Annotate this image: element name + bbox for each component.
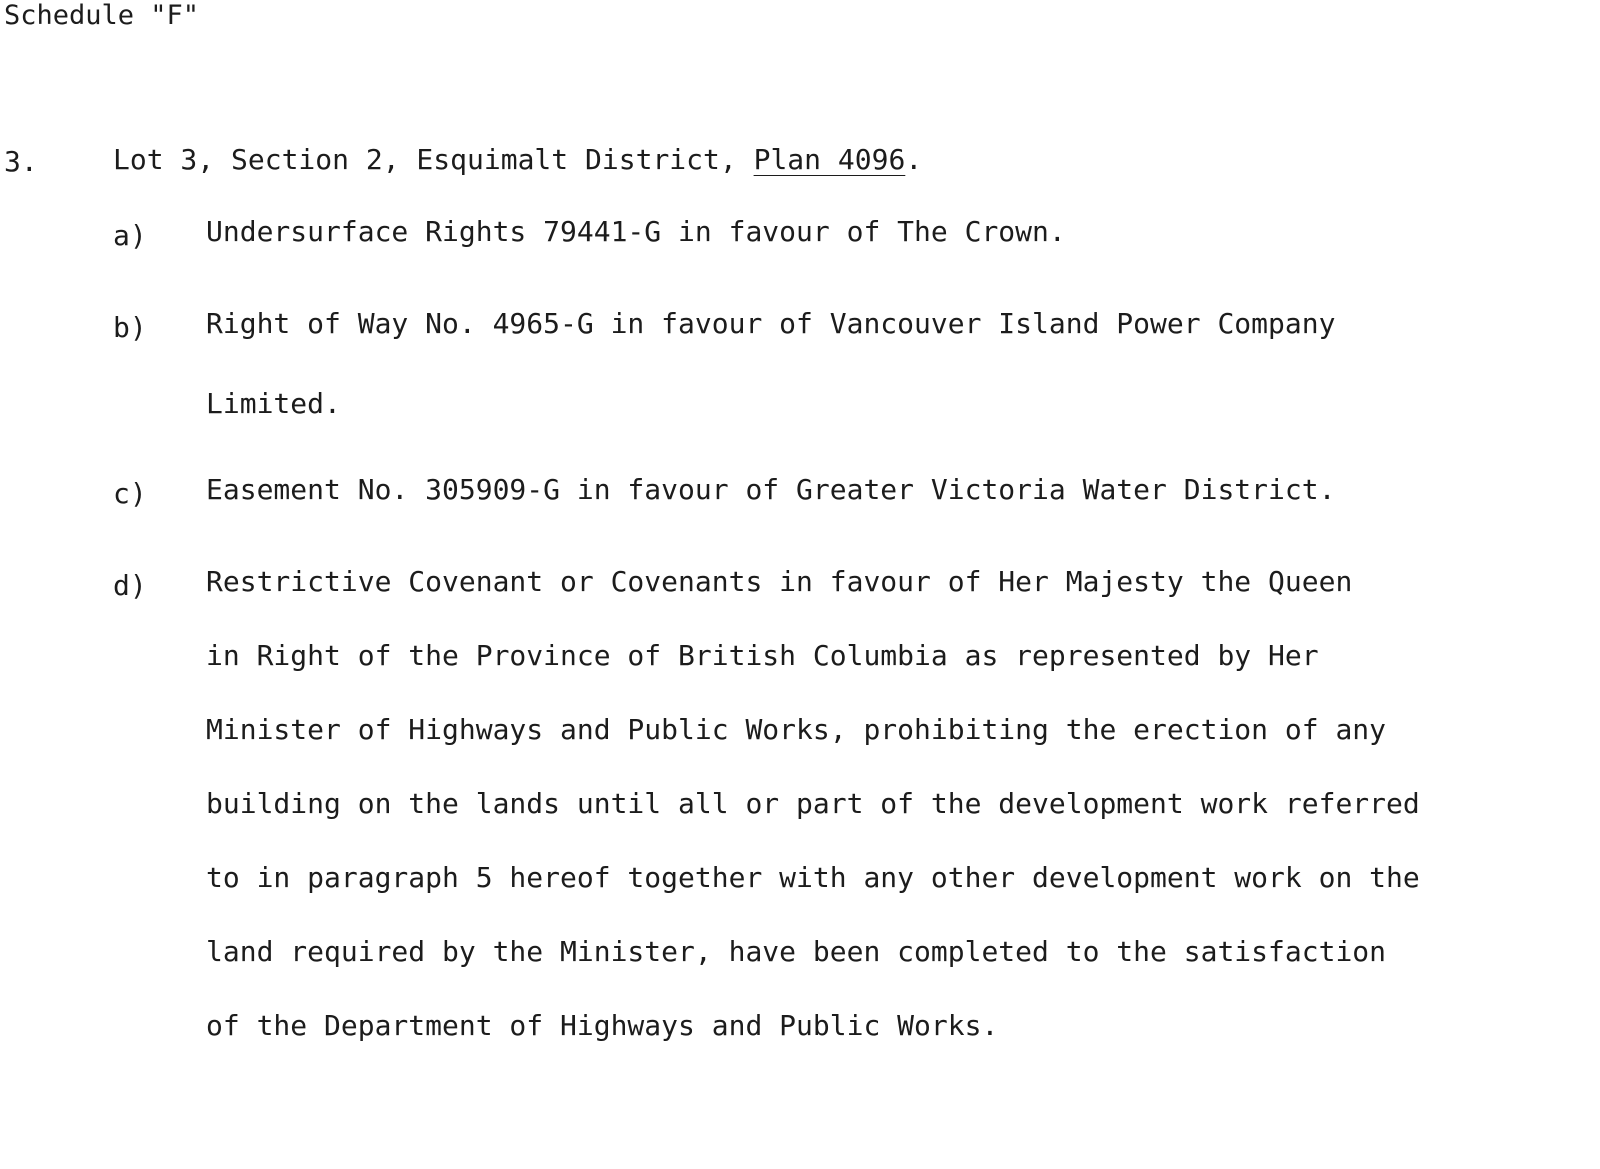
subitem-c-line-1: Easement No. 305909-G in favour of Greater Victoria Water District. [206, 473, 1336, 506]
subitem-d-label: d) [113, 569, 147, 602]
subitem-b-label: b) [113, 311, 147, 344]
subitem-d-line-4: building on the lands until all or part of the development work referred [206, 787, 1420, 820]
subitem-b-line-1: Right of Way No. 4965-G in favour of Vancouver Island Power Company [206, 307, 1336, 340]
subitem-a-label: a) [113, 219, 147, 252]
item-heading [113, 143, 923, 176]
subitem-c-label: c) [113, 477, 147, 510]
subitem-d-line-6: land required by the Minister, have been completed to the satisfaction [206, 935, 1387, 968]
subitem-d-line-2: in Right of the Province of British Columbia as represented by Her [206, 639, 1319, 672]
subitem-d-line-5: to in paragraph 5 hereof together with any other development work on the [206, 861, 1420, 894]
subitem-b-line-2: Limited. [206, 387, 341, 420]
subitem-d-line-3: Minister of Highways and Public Works, prohibiting the erection of any [206, 713, 1387, 746]
subitem-d-line-1: Restrictive Covenant or Covenants in favour of Her Majesty the Queen [206, 565, 1353, 598]
item-heading-text: Lot 3, Section 2, Esquimalt District, [113, 143, 737, 176]
subitem-a-line-1: Undersurface Rights 79441-G in favour of The Crown. [206, 215, 1066, 248]
schedule-title: Schedule "F" [4, 0, 200, 31]
plan-reference: Plan 4096 [753, 143, 906, 176]
subitem-d-line-7: of the Department of Highways and Public Works. [206, 1009, 999, 1042]
item-heading-period: . [905, 143, 923, 176]
item-number: 3. [4, 145, 38, 178]
